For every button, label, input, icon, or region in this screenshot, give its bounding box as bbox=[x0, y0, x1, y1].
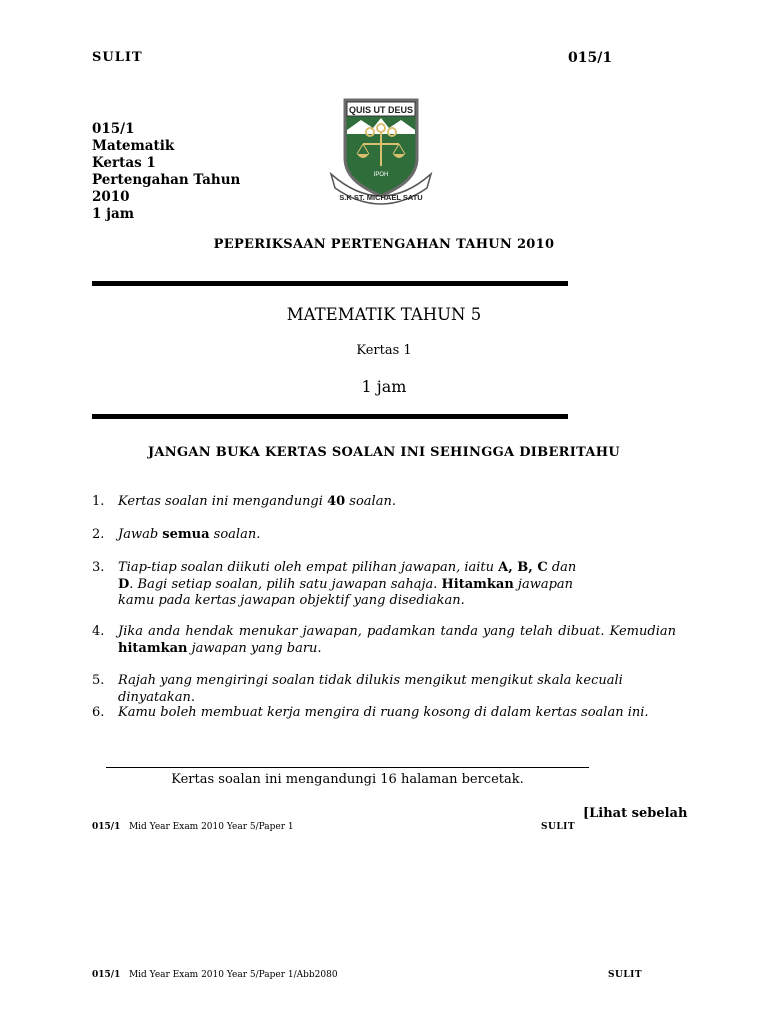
exam-title: PEPERIKSAAN PERTENGAHAN TAHUN 2010 bbox=[213, 237, 555, 252]
footer-2-sulit: SULIT bbox=[608, 970, 643, 980]
crest-school-name: S.K ST. MICHAEL SATU bbox=[339, 193, 423, 202]
do-not-open-warning: JANGAN BUKA KERTAS SOALAN INI SEHINGGA DIBERITAHU bbox=[147, 445, 621, 460]
info-subject: Matematik bbox=[92, 138, 175, 154]
info-code: 015/1 bbox=[92, 121, 135, 137]
crest-motto: QUIS UT DEUS bbox=[348, 105, 414, 115]
instruction-number: 2. bbox=[92, 527, 105, 542]
header-paper-code: 015/1 bbox=[568, 50, 613, 66]
instruction-2: 2. Jawab semua soalan. bbox=[92, 527, 261, 542]
instruction-4: 4. Jika anda hendak menukar jawapan, padamkan tanda yang telah dibuat. Kemudian hitamkan jawapan yang baru. bbox=[92, 624, 676, 656]
instruction-number: 5. bbox=[92, 673, 105, 688]
instruction-3: 3. Tiap-tiap soalan diikuti oleh empat pilihan jawapan, iaitu A, B, C dan D. Bagi setiap soalan, pilih satu jawapan sahaja. Hitamkan jawapan kamu pada kertas jawapan objektif yang disediakan. bbox=[92, 560, 577, 608]
crest-place: IPOH bbox=[373, 172, 389, 178]
footer-text: Mid Year Exam 2010 Year 5/Paper 1/Abb2080 bbox=[128, 970, 338, 980]
info-duration: 1 jam bbox=[92, 206, 135, 222]
instruction-number: 1. bbox=[92, 494, 105, 509]
thick-divider-top bbox=[92, 281, 568, 286]
footer-1-sulit: SULIT bbox=[541, 822, 576, 832]
school-crest-logo bbox=[327, 96, 435, 208]
instruction-5: 5. Rajah yang mengiringi soalan tidak dilukis mengikut mengikut skala kecuali dinyatakan. bbox=[92, 673, 623, 705]
info-year: 2010 bbox=[92, 189, 130, 205]
footer-code: 015/1 bbox=[92, 970, 121, 980]
instruction-number: 3. bbox=[92, 560, 105, 575]
instruction-1: 1. Kertas soalan ini mengandungi 40 soalan. bbox=[92, 494, 396, 509]
info-term: Pertengahan Tahun bbox=[92, 172, 241, 188]
footer-2 bbox=[92, 970, 338, 980]
footer-code: 015/1 bbox=[92, 822, 121, 832]
page-count-note: Kertas soalan ini mengandungi 16 halaman bercetak. bbox=[171, 772, 524, 787]
turn-over-note: [Lihat sebelah bbox=[583, 806, 688, 821]
header-sulit: SULIT bbox=[92, 50, 143, 65]
duration-label: 1 jam bbox=[361, 377, 407, 396]
footer-1 bbox=[92, 822, 294, 832]
cover-info bbox=[92, 121, 240, 223]
info-paper: Kertas 1 bbox=[92, 155, 156, 171]
instruction-number: 4. bbox=[92, 624, 105, 639]
footer-text: Mid Year Exam 2010 Year 5/Paper 1 bbox=[128, 822, 294, 832]
instruction-6: 6. Kamu boleh membuat kerja mengira di ruang kosong di dalam kertas soalan ini. bbox=[92, 705, 649, 720]
subject-title: MATEMATIK TAHUN 5 bbox=[286, 305, 482, 324]
instruction-number: 6. bbox=[92, 705, 105, 720]
thick-divider-bottom bbox=[92, 414, 568, 419]
paper-label: Kertas 1 bbox=[356, 343, 412, 358]
page-count-divider bbox=[106, 767, 589, 768]
